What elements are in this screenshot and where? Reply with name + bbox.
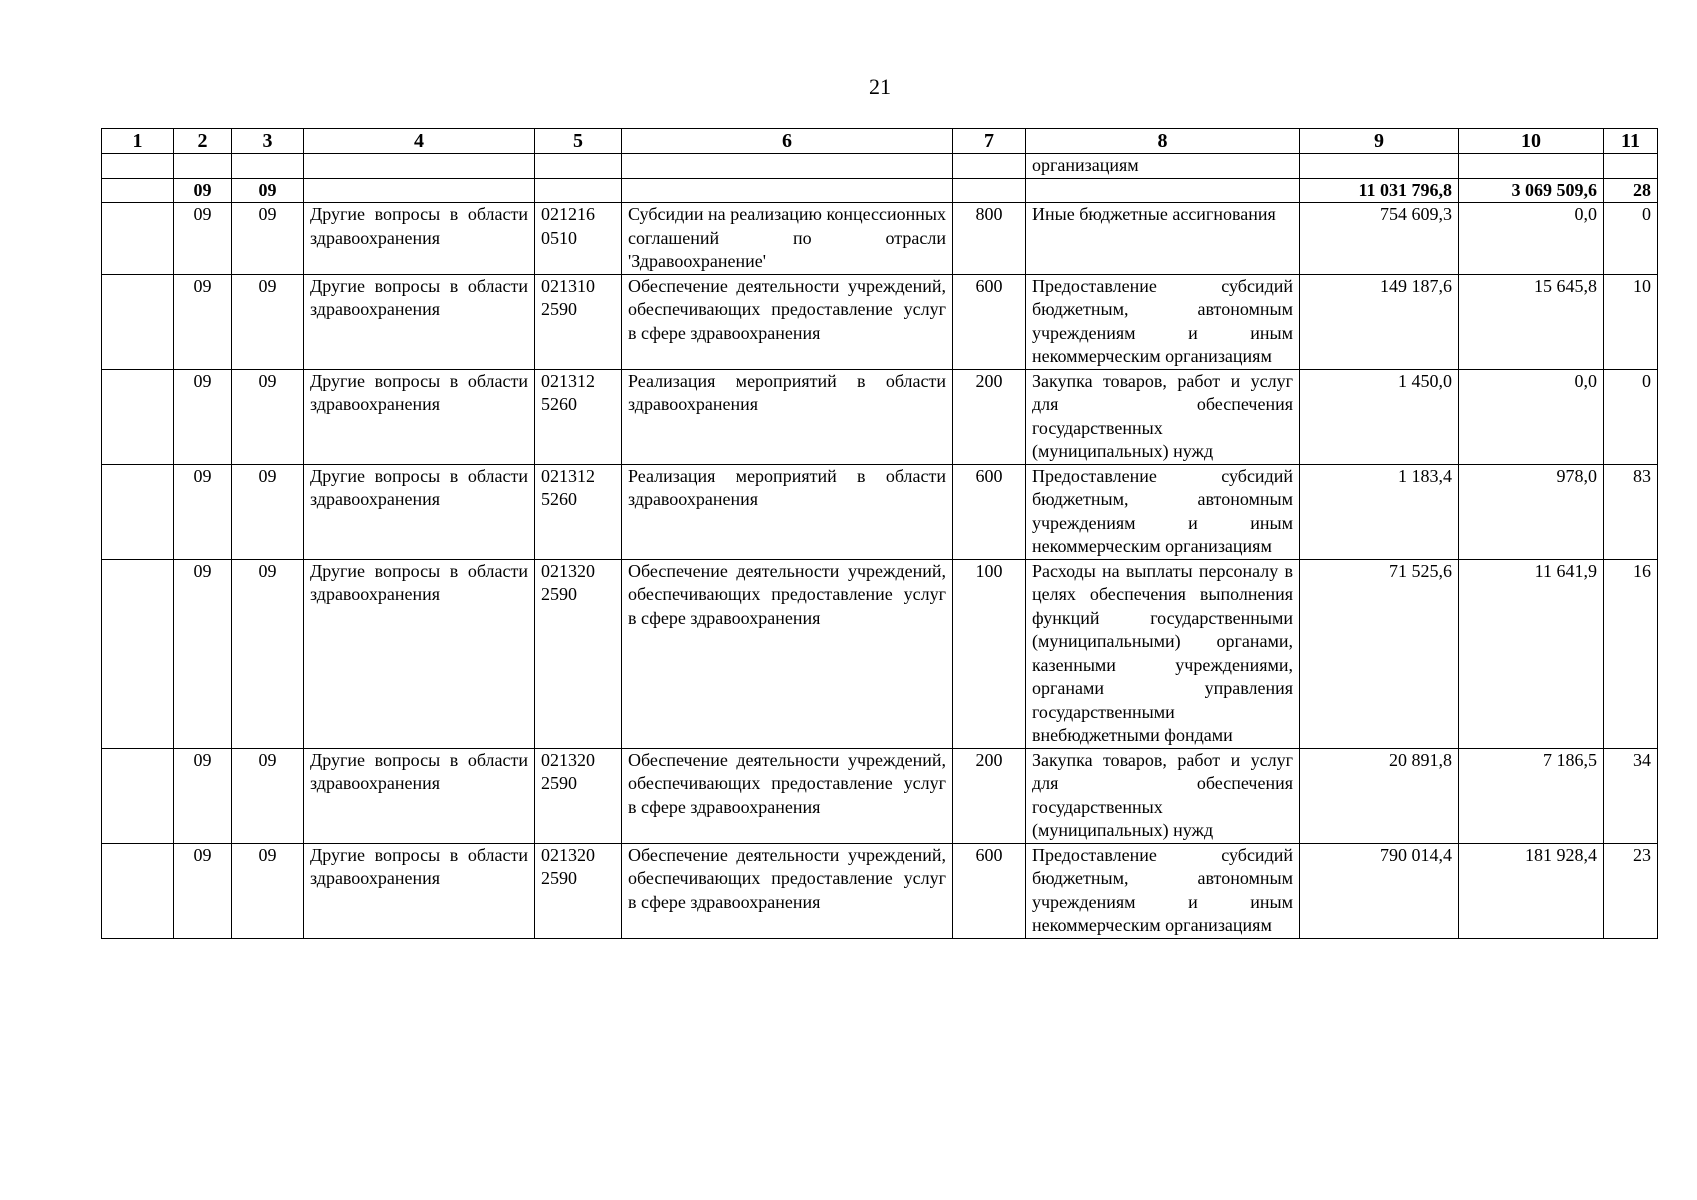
expense-code-cell: 600 [953, 274, 1026, 369]
empty-cell [102, 369, 174, 464]
empty-cell [622, 154, 953, 179]
empty-cell [1604, 154, 1658, 179]
column-number-1: 1 [102, 129, 174, 154]
executed-amount-cell: 0,0 [1459, 203, 1604, 275]
planned-amount-cell: 149 187,6 [1300, 274, 1459, 369]
execution-percent-cell: 16 [1604, 559, 1658, 748]
subsection-code-cell: 09 [232, 464, 304, 559]
target-article-cell [535, 203, 622, 275]
empty-cell [102, 203, 174, 275]
section-code-cell: 09 [174, 203, 232, 275]
article-name-cell: Обеспечение деятельности учреждений, обеспечивающих предоставление услуг в сфере здравоохранения [622, 559, 953, 748]
table-row [102, 559, 1658, 748]
empty-cell [232, 154, 304, 179]
empty-cell [1459, 154, 1604, 179]
column-number-6: 6 [622, 129, 953, 154]
expense-code-cell: 200 [953, 748, 1026, 843]
budget-table [101, 128, 1658, 939]
expense-code-cell: 600 [953, 464, 1026, 559]
section-code-cell: 09 [174, 274, 232, 369]
target-article-part: 021320 [541, 844, 595, 865]
empty-cell [953, 178, 1026, 203]
executed-amount-cell: 15 645,8 [1459, 274, 1604, 369]
empty-cell [953, 154, 1026, 179]
section-code-cell: 09 [174, 843, 232, 938]
empty-cell [304, 178, 535, 203]
column-number-9: 9 [1300, 129, 1459, 154]
empty-cell [1026, 178, 1300, 203]
continuation-row [102, 154, 1658, 179]
executed-amount-cell: 7 186,5 [1459, 748, 1604, 843]
article-name-cell: Реализация мероприятий в области здравоохранения [622, 464, 953, 559]
subsection-name-cell: Другие вопросы в области здравоохранения [304, 464, 535, 559]
execution-percent-cell: 23 [1604, 843, 1658, 938]
expense-code-cell: 100 [953, 559, 1026, 748]
target-article-part: 2590 [541, 299, 577, 319]
executed-amount-cell: 3 069 509,6 [1459, 178, 1604, 203]
column-number-2: 2 [174, 129, 232, 154]
expense-type-cell: Закупка товаров, работ и услуг для обеспечения государственных (муниципальных) нужд [1026, 369, 1300, 464]
target-article-part: 021312 [541, 465, 595, 486]
empty-cell [102, 154, 174, 179]
article-name-cell: Реализация мероприятий в области здравоохранения [622, 369, 953, 464]
empty-cell [622, 178, 953, 203]
subsection-code-cell: 09 [232, 203, 304, 275]
empty-cell [304, 154, 535, 179]
expense-type-cell: Расходы на выплаты персоналу в целях обеспечения выполнения функций государственными (муниципальными) органами, казенными учреждениями, органами управления государственными внебюджетными фондами [1026, 559, 1300, 748]
empty-cell [102, 843, 174, 938]
expense-code-cell: 200 [953, 369, 1026, 464]
target-article-cell [535, 464, 622, 559]
planned-amount-cell: 20 891,8 [1300, 748, 1459, 843]
execution-percent-cell: 10 [1604, 274, 1658, 369]
subsection-code-cell: 09 [232, 369, 304, 464]
section-code-cell: 09 [174, 369, 232, 464]
subtotal-row [102, 178, 1658, 203]
subsection-name-cell: Другие вопросы в области здравоохранения [304, 369, 535, 464]
target-article-part: 021312 [541, 370, 595, 391]
subsection-name-cell: Другие вопросы в области здравоохранения [304, 559, 535, 748]
execution-percent-cell: 0 [1604, 203, 1658, 275]
executed-amount-cell: 0,0 [1459, 369, 1604, 464]
column-number-row [102, 129, 1658, 154]
expense-type-cell: Закупка товаров, работ и услуг для обеспечения государственных (муниципальных) нужд [1026, 748, 1300, 843]
target-article-part: 2590 [541, 584, 577, 604]
target-article-part: 021216 [541, 204, 595, 224]
subsection-name-cell: Другие вопросы в области здравоохранения [304, 203, 535, 275]
planned-amount-cell: 1 450,0 [1300, 369, 1459, 464]
table-row [102, 748, 1658, 843]
target-article-part: 0510 [541, 227, 577, 248]
target-article-part: 021320 [541, 560, 595, 581]
target-article-part: 5260 [541, 394, 577, 414]
section-code-cell: 09 [174, 748, 232, 843]
article-name-cell: Обеспечение деятельности учреждений, обеспечивающих предоставление услуг в сфере здравоохранения [622, 748, 953, 843]
empty-cell [535, 178, 622, 203]
table-row [102, 464, 1658, 559]
column-number-10: 10 [1459, 129, 1604, 154]
expense-type-cell: Иные бюджетные ассигнования [1026, 203, 1300, 275]
section-code-cell: 09 [174, 464, 232, 559]
section-code-cell: 09 [174, 559, 232, 748]
planned-amount-cell: 1 183,4 [1300, 464, 1459, 559]
expense-code-cell: 600 [953, 843, 1026, 938]
target-article-part: 2590 [541, 868, 577, 888]
subsection-name-cell: Другие вопросы в области здравоохранения [304, 843, 535, 938]
column-number-8: 8 [1026, 129, 1300, 154]
page-number: 21 [869, 74, 891, 99]
target-article-cell [535, 559, 622, 748]
table-row [102, 369, 1658, 464]
planned-amount-cell: 790 014,4 [1300, 843, 1459, 938]
execution-percent-cell: 34 [1604, 748, 1658, 843]
empty-cell [102, 748, 174, 843]
article-name-cell: Субсидии на реализацию концессионных соглашений по отрасли 'Здравоохранение' [622, 203, 953, 275]
executed-amount-cell: 978,0 [1459, 464, 1604, 559]
target-article-cell [535, 843, 622, 938]
executed-amount-cell: 181 928,4 [1459, 843, 1604, 938]
target-article-cell [535, 369, 622, 464]
planned-amount-cell: 11 031 796,8 [1300, 178, 1459, 203]
column-number-4: 4 [304, 129, 535, 154]
empty-cell [102, 464, 174, 559]
empty-cell [1300, 154, 1459, 179]
column-number-5: 5 [535, 129, 622, 154]
column-number-3: 3 [232, 129, 304, 154]
section-code-cell: 09 [174, 178, 232, 203]
target-article-cell [535, 274, 622, 369]
empty-cell [174, 154, 232, 179]
planned-amount-cell: 754 609,3 [1300, 203, 1459, 275]
empty-cell [535, 154, 622, 179]
table-row [102, 843, 1658, 938]
expense-type-cell: Предоставление субсидий бюджетным, автономным учреждениям и иным некоммерческим организациям [1026, 464, 1300, 559]
expense-type-cell: Предоставление субсидий бюджетным, автономным учреждениям и иным некоммерческим организациям [1026, 274, 1300, 369]
subsection-name-cell: Другие вопросы в области здравоохранения [304, 748, 535, 843]
target-article-part: 021320 [541, 749, 595, 770]
execution-percent-cell: 83 [1604, 464, 1658, 559]
empty-cell [102, 274, 174, 369]
subsection-code-cell: 09 [232, 274, 304, 369]
column-number-11: 11 [1604, 129, 1658, 154]
column-number-7: 7 [953, 129, 1026, 154]
target-article-part: 2590 [541, 773, 577, 793]
target-article-part: 021310 [541, 275, 595, 296]
target-article-cell [535, 748, 622, 843]
target-article-part: 5260 [541, 489, 577, 509]
subsection-code-cell: 09 [232, 178, 304, 203]
article-name-cell: Обеспечение деятельности учреждений, обеспечивающих предоставление услуг в сфере здравоохранения [622, 843, 953, 938]
subsection-name-cell: Другие вопросы в области здравоохранения [304, 274, 535, 369]
execution-percent-cell: 28 [1604, 178, 1658, 203]
empty-cell [102, 559, 174, 748]
expense-type-cell: организациям [1026, 154, 1300, 179]
subsection-code-cell: 09 [232, 559, 304, 748]
empty-cell [102, 178, 174, 203]
table-row [102, 274, 1658, 369]
subsection-code-cell: 09 [232, 748, 304, 843]
subsection-code-cell: 09 [232, 843, 304, 938]
expense-code-cell: 800 [953, 203, 1026, 275]
execution-percent-cell: 0 [1604, 369, 1658, 464]
table-row [102, 203, 1658, 275]
expense-type-cell: Предоставление субсидий бюджетным, автономным учреждениям и иным некоммерческим организациям [1026, 843, 1300, 938]
article-name-cell: Обеспечение деятельности учреждений, обеспечивающих предоставление услуг в сфере здравоохранения [622, 274, 953, 369]
planned-amount-cell: 71 525,6 [1300, 559, 1459, 748]
executed-amount-cell: 11 641,9 [1459, 559, 1604, 748]
